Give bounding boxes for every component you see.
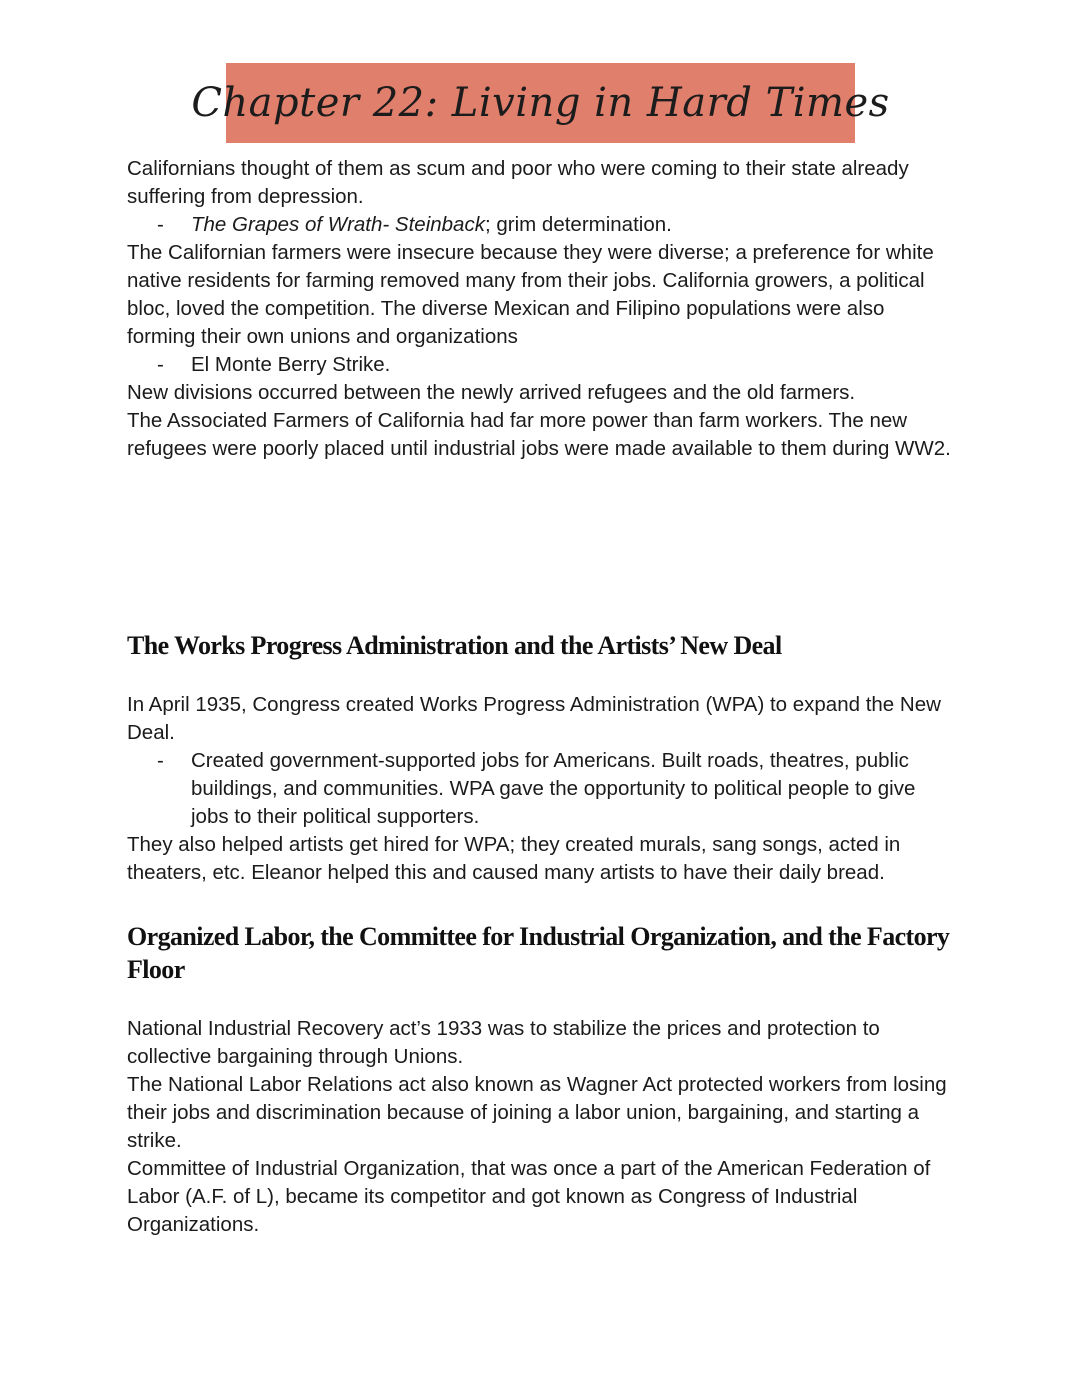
- bullet-item: [127, 747, 957, 831]
- paragraph: New divisions occurred between the newly arrived refugees and the old farmers.: [127, 381, 856, 404]
- bullet-item: [127, 211, 957, 239]
- paragraph: The Californian farmers were insecure because they were diverse; a preference for white native residents for farming removed many from their jobs. California growers, a political bloc, loved the competition. The diverse Mexican and Filipino populations were also forming their own unions and organizations: [127, 241, 934, 348]
- bullet-text: Created government-supported jobs for Americans. Built roads, theatres, public buildings, and communities. WPA gave the opportunity to political people to give jobs to their political supporters.: [191, 749, 916, 828]
- bullet-dash: -: [157, 213, 164, 236]
- paragraph: In April 1935, Congress created Works Progress Administration (WPA) to expand the New Deal.: [127, 693, 941, 744]
- paragraph: Committee of Industrial Organization, that was once a part of the American Federation of Labor (A.F. of L), became its competitor and got known as Congress of Industrial Organizations.: [127, 1157, 931, 1236]
- paragraph: The Associated Farmers of California had far more power than farm workers. The new refugees were poorly placed until industrial jobs were made available to them during WW2.: [127, 409, 951, 460]
- paragraph: National Industrial Recovery act’s 1933 was to stabilize the prices and protection to collective bargaining through Unions.: [127, 1017, 880, 1068]
- section-heading-organized-labor: Organized Labor, the Committee for Industrial Organization, and the Factory Floor: [127, 922, 950, 984]
- bullet-dash: -: [157, 749, 164, 772]
- book-title: The Grapes of Wrath- Steinback: [191, 213, 485, 236]
- section-organized-labor: [127, 1015, 957, 1239]
- bullet-dash: -: [157, 353, 164, 376]
- section-wpa: [127, 691, 957, 887]
- paragraph: They also helped artists get hired for WPA; they created murals, sang songs, acted in theaters, etc. Eleanor helped this and caused many artists to have their daily bread.: [127, 833, 901, 884]
- paragraph: Californians thought of them as scum and poor who were coming to their state already suffering from depression.: [127, 157, 909, 208]
- section-california-refugees: [127, 155, 957, 463]
- bullet-text: ; grim determination.: [484, 213, 672, 236]
- bullet-text: El Monte Berry Strike.: [191, 353, 391, 376]
- section-heading-wpa: The Works Progress Administration and the Artists’ New Deal: [127, 631, 782, 660]
- bullet-item: [127, 351, 957, 379]
- page-title: Chapter 22: Living in Hard Times: [191, 80, 890, 126]
- title-banner: [191, 63, 890, 143]
- paragraph: The National Labor Relations act also known as Wagner Act protected workers from losing their jobs and discrimination because of joining a labor union, bargaining, and starting a strike.: [127, 1073, 947, 1152]
